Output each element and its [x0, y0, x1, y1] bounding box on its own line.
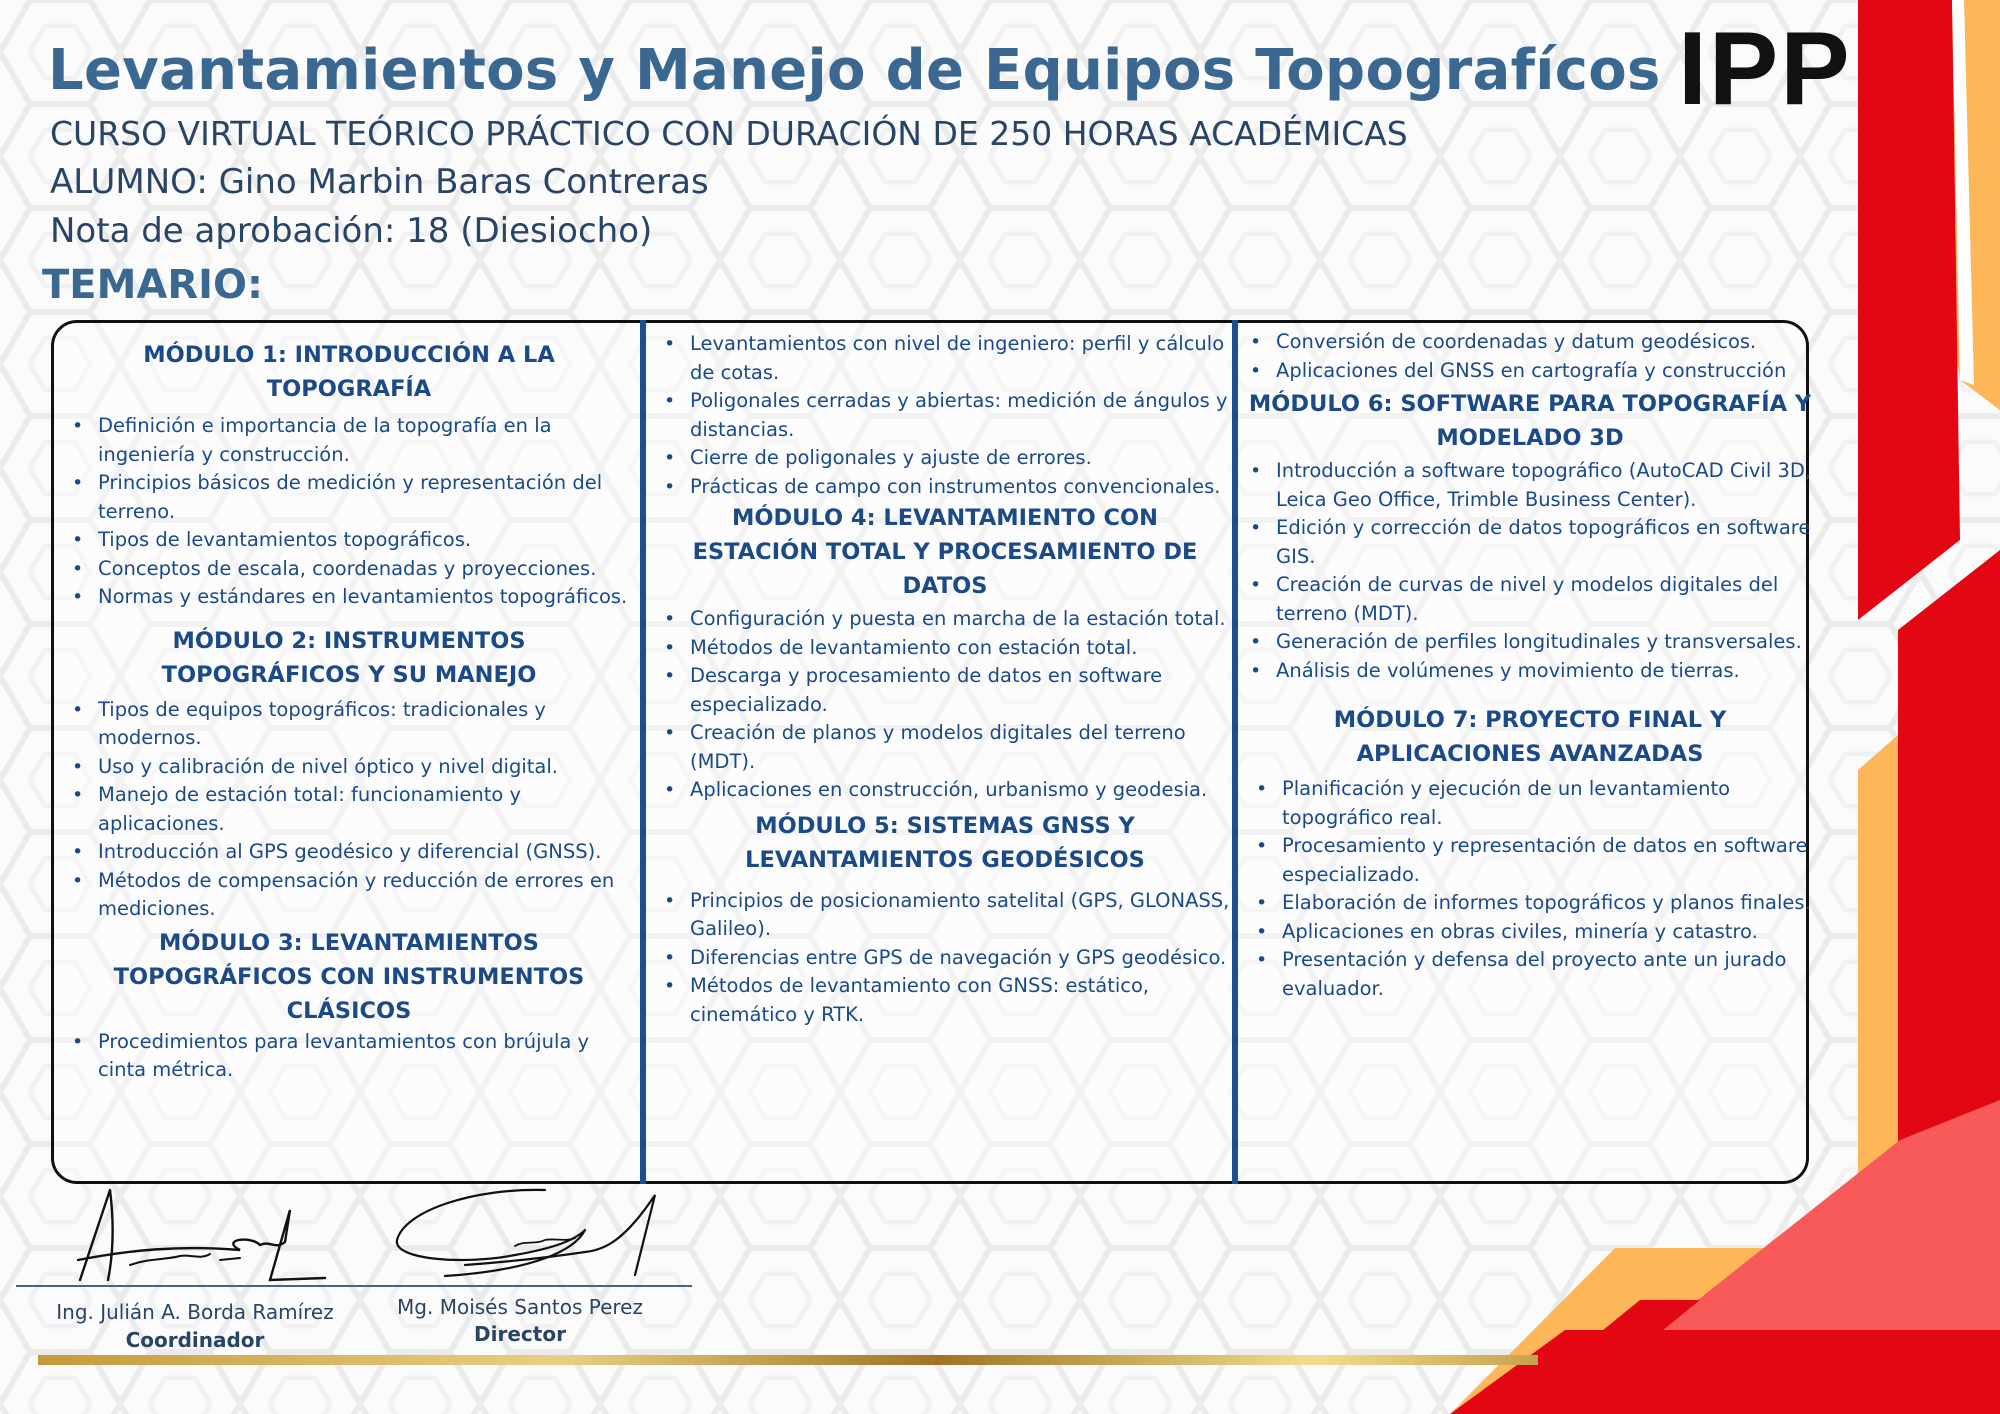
bullet-icon: • [1256, 920, 1268, 943]
topic-text: Principios básicos de medición y representación del terreno. [98, 471, 603, 523]
approval-grade: Nota de aprobación: 18 (Diesiocho) [50, 211, 653, 251]
topic-text: Diferencias entre GPS de navegación y GPS geodésico. [690, 945, 1227, 969]
bullet-icon: • [72, 529, 84, 551]
topic-item [1252, 946, 1814, 1003]
topic-item [1252, 775, 1814, 832]
topic-text: Aplicaciones del GNSS en cartografía y construcción [1276, 358, 1787, 382]
topic-item [660, 387, 1230, 444]
topic-item [1246, 457, 1814, 514]
syllabus-column-1 [68, 338, 630, 1085]
topic-item [68, 867, 630, 924]
topic-item [660, 473, 1230, 502]
topic-text: Conceptos de escala, coordenadas y proyecciones. [98, 556, 597, 580]
topic-item [68, 412, 630, 469]
syllabus-column-2 [660, 330, 1230, 1029]
topic-item [660, 887, 1230, 944]
module-title: MÓDULO 6: SOFTWARE PARA TOPOGRAFÍA Y MODELADO 3D [1248, 391, 1812, 451]
topic-text: Configuración y puesta en marcha de la estación total. [690, 607, 1226, 630]
topic-item [68, 838, 630, 867]
topic-item [1246, 357, 1814, 386]
course-title: Levantamientos y Manejo de Equipos Topografícos [48, 38, 1661, 103]
topic-text: Aplicaciones en obras civiles, minería y catastro. [1282, 919, 1758, 943]
topic-text: Conversión de coordenadas y datum geodésicos. [1276, 330, 1757, 353]
topic-text: Creación de planos y modelos digitales del terreno (MDT). [690, 721, 1186, 773]
bullet-icon: • [72, 557, 84, 580]
topic-item [660, 944, 1230, 973]
bullet-icon: • [72, 841, 84, 863]
bullet-icon: • [664, 636, 676, 659]
bullet-icon: • [72, 586, 84, 608]
module-topic-list [660, 330, 1230, 501]
topic-text: Cierre de poligonales y ajuste de errores. [690, 446, 1092, 469]
coordinator-signature [70, 1180, 340, 1295]
module-topic-list [1246, 328, 1814, 385]
module-topic-list [68, 696, 630, 924]
topic-item [68, 1028, 630, 1085]
topic-text: Introducción al GPS geodésico y diferencial (GNSS). [98, 840, 602, 863]
bullet-icon: • [664, 889, 676, 912]
topic-item [1246, 657, 1814, 686]
topic-text: Procedimientos para levantamientos con brújula y cinta métrica. [98, 1029, 590, 1081]
module-title: MÓDULO 2: INSTRUMENTOS TOPOGRÁFICOS Y SU MANEJO [161, 627, 537, 688]
topic-item [68, 555, 630, 584]
bullet-icon: • [72, 755, 84, 778]
bullet-icon: • [664, 946, 676, 969]
bullet-icon: • [664, 333, 676, 355]
topic-text: Procesamiento y representación de datos en software especializado. [1282, 834, 1808, 886]
bullet-icon: • [72, 1030, 84, 1053]
topic-text: Edición y corrección de datos topográficos en software GIS. [1276, 516, 1811, 568]
module-topic-list [660, 887, 1230, 1030]
bullet-icon: • [1250, 460, 1262, 482]
bullet-icon: • [664, 722, 676, 744]
topic-item [68, 753, 630, 782]
module-title: MÓDULO 1: INTRODUCCIÓN A LA TOPOGRAFÍA [143, 342, 555, 402]
module-topic-list [1246, 775, 1814, 1003]
module-title: MÓDULO 7: PROYECTO FINAL Y APLICACIONES AVANZADAS [1333, 707, 1727, 767]
topic-item [660, 444, 1230, 473]
topic-text: Introducción a software topográfico (AutoCAD Civil 3D, Leica Geo Office, Trimble Business Center). [1276, 459, 1812, 511]
topic-text: Uso y calibración de nivel óptico y nivel digital. [98, 754, 558, 778]
director-role: Director [474, 1322, 566, 1346]
bullet-icon: • [1256, 892, 1268, 914]
topic-text: Tipos de levantamientos topográficos. [98, 528, 472, 551]
topic-item [68, 781, 630, 838]
bullet-icon: • [1250, 574, 1262, 596]
bullet-icon: • [664, 447, 676, 469]
topic-item [660, 662, 1230, 719]
syllabus-heading: TEMARIO: [42, 262, 264, 308]
bullet-icon: • [664, 779, 676, 801]
topic-item [1246, 571, 1814, 628]
topic-item [1252, 832, 1814, 889]
course-subtitle: CURSO VIRTUAL TEÓRICO PRÁCTICO CON DURACIÓN DE 250 HORAS ACADÉMICAS [50, 114, 1408, 153]
topic-text: Prácticas de campo con instrumentos convencionales. [690, 474, 1221, 498]
topic-text: Definición e importancia de la topografía en la ingeniería y construcción. [98, 414, 552, 466]
topic-item [660, 330, 1230, 387]
topic-item [1246, 328, 1814, 357]
topic-text: Creación de curvas de nivel y modelos digitales del terreno (MDT). [1276, 573, 1779, 625]
topic-text: Métodos de levantamiento con estación total. [690, 635, 1138, 659]
module-title: MÓDULO 5: SISTEMAS GNSS Y LEVANTAMIENTOS GEODÉSICOS [745, 812, 1145, 873]
module-title: MÓDULO 4: LEVANTAMIENTO CON ESTACIÓN TOTAL Y PROCESAMIENTO DE DATOS [692, 505, 1198, 599]
topic-item [660, 719, 1230, 776]
topic-item [660, 776, 1230, 805]
topic-text: Principios de posicionamiento satelital (GPS, GLONASS, Galileo). [690, 888, 1230, 940]
coordinator-role: Coordinador [125, 1328, 265, 1352]
module-title: MÓDULO 3: LEVANTAMIENTOS TOPOGRÁFICOS CON INSTRUMENTOS CLÁSICOS [113, 929, 585, 1024]
bullet-icon: • [1250, 631, 1262, 653]
topic-text: Métodos de levantamiento con GNSS: estático, cinemático y RTK. [690, 974, 1150, 1026]
bullet-icon: • [1256, 949, 1268, 971]
topic-text: Análisis de volúmenes y movimiento de tierras. [1276, 658, 1740, 682]
institution-logo: IPP [1678, 11, 1852, 127]
module-topic-list [1246, 457, 1814, 685]
topic-text: Normas y estándares en levantamientos topográficos. [98, 585, 628, 608]
bullet-icon: • [72, 472, 84, 494]
bullet-icon: • [1250, 331, 1262, 353]
coordinator-name: Ing. Julián A. Borda Ramírez [56, 1300, 334, 1324]
topic-text: Levantamientos con nivel de ingeniero: perfil y cálculo de cotas. [690, 332, 1225, 384]
topic-item [68, 469, 630, 526]
bullet-icon: • [664, 608, 676, 630]
topic-text: Tipos de equipos topográficos: tradicionales y modernos. [98, 697, 546, 749]
topic-item [68, 696, 630, 753]
bullet-icon: • [72, 784, 84, 806]
topic-text: Elaboración de informes topográficos y planos finales. [1282, 891, 1811, 914]
topic-item [1252, 889, 1814, 918]
bullet-icon: • [664, 390, 676, 412]
signature-line [16, 1285, 692, 1287]
topic-item [660, 605, 1230, 634]
syllabus-column-3 [1246, 328, 1814, 1003]
topic-text: Manejo de estación total: funcionamiento y aplicaciones. [98, 783, 522, 835]
bullet-icon: • [72, 869, 84, 892]
column-divider-1 [640, 320, 646, 1184]
topic-item [68, 526, 630, 555]
topic-text: Generación de perfiles longitudinales y transversales. [1276, 630, 1802, 653]
module-topic-list [68, 1028, 630, 1085]
topic-text: Aplicaciones en construcción, urbanismo y geodesia. [690, 778, 1208, 801]
director-signature [385, 1180, 665, 1285]
topic-item [660, 972, 1230, 1029]
bullet-icon: • [1256, 835, 1268, 857]
bullet-icon: • [1250, 659, 1262, 682]
gold-divider-bar [38, 1355, 1538, 1365]
topic-text: Planificación y ejecución de un levantamiento topográfico real. [1282, 777, 1731, 829]
column-divider-2 [1232, 320, 1238, 1184]
topic-item [68, 583, 630, 612]
bullet-icon: • [72, 415, 84, 437]
topic-item [1252, 918, 1814, 947]
topic-item [660, 634, 1230, 663]
module-topic-list [68, 412, 630, 612]
bullet-icon: • [664, 475, 676, 498]
topic-item [1246, 628, 1814, 657]
topic-item [1246, 514, 1814, 571]
module-topic-list [660, 605, 1230, 805]
bullet-icon: • [1250, 517, 1262, 539]
topic-text: Descarga y procesamiento de datos en software especializado. [690, 664, 1163, 716]
student-name: ALUMNO: Gino Marbin Baras Contreras [50, 162, 709, 202]
bullet-icon: • [664, 665, 676, 687]
bullet-icon: • [664, 975, 676, 997]
topic-text: Presentación y defensa del proyecto ante un jurado evaluador. [1282, 948, 1787, 1000]
topic-text: Poligonales cerradas y abiertas: medición de ángulos y distancias. [690, 389, 1228, 441]
director-name: Mg. Moisés Santos Perez [397, 1295, 643, 1319]
topic-text: Métodos de compensación y reducción de errores en mediciones. [98, 868, 615, 920]
bullet-icon: • [72, 698, 84, 721]
bullet-icon: • [1250, 359, 1262, 382]
bullet-icon: • [1256, 778, 1268, 800]
